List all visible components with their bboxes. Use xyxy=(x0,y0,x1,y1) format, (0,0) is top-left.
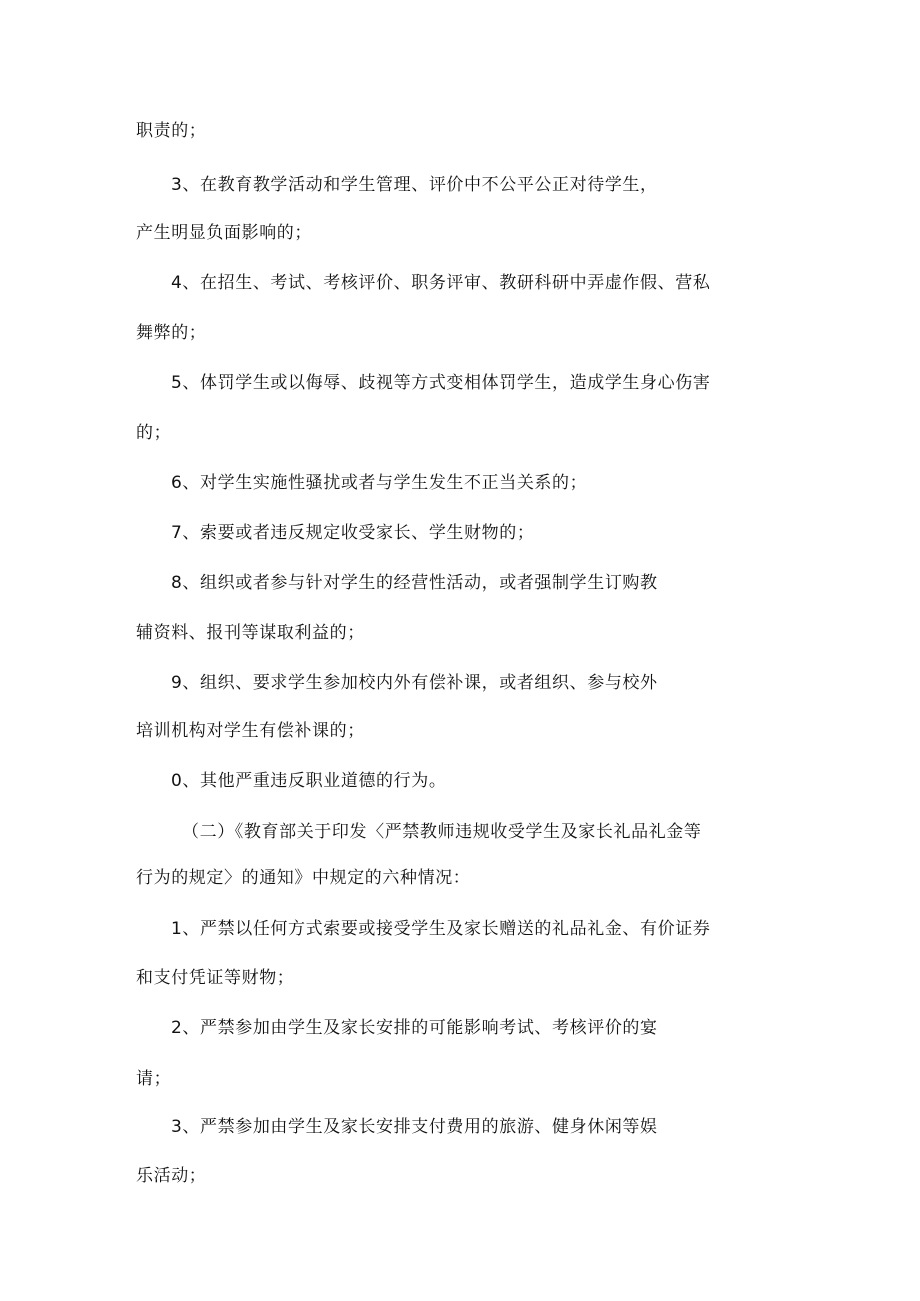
text-line: 7、索要或者违反规定收受家长、学生财物的； xyxy=(171,523,535,543)
text-line: 5、体罚学生或以侮辱、歧视等方式变相体罚学生，造成学生身心伤害 xyxy=(171,373,711,393)
text-line: 2、严禁参加由学生及家长安排的可能影响考试、考核评价的宴 xyxy=(171,1018,658,1038)
text-line: 产生明显负面影响的； xyxy=(136,223,312,243)
text-line: 4、在招生、考试、考核评价、职务评审、教研科研中弄虚作假、营私 xyxy=(171,273,711,293)
text-line: 0、其他严重违反职业道德的行为。 xyxy=(171,771,447,791)
text-line: 培训机构对学生有偿补课的； xyxy=(136,721,365,741)
text-line: 的； xyxy=(136,423,172,443)
text-line: 乐活动； xyxy=(136,1166,207,1186)
text-line: （二）《教育部关于印发〈严禁教师违规收受学生及家长礼品礼金等 xyxy=(182,822,702,842)
text-line: 9、组织、要求学生参加校内外有偿补课，或者组织、参与校外 xyxy=(171,673,658,693)
text-line: 辅资料、报刊等谋取利益的； xyxy=(136,623,365,643)
text-line: 3、在教育教学活动和学生管理、评价中不公平公正对待学生， xyxy=(171,175,658,195)
text-line: 舞弊的； xyxy=(136,323,207,343)
text-line: 和支付凭证等财物； xyxy=(136,968,295,988)
text-line: 3、严禁参加由学生及家长安排支付费用的旅游、健身休闲等娱 xyxy=(171,1117,658,1137)
text-line: 行为的规定〉的通知》中规定的六种情况： xyxy=(136,868,471,888)
text-line: 6、对学生实施性骚扰或者与学生发生不正当关系的； xyxy=(171,473,588,493)
text-line: 1、严禁以任何方式索要或接受学生及家长赠送的礼品礼金、有价证券 xyxy=(171,919,711,939)
text-line: 请； xyxy=(136,1069,172,1089)
text-line: 8、组织或者参与针对学生的经营性活动，或者强制学生订购教 xyxy=(171,573,658,593)
text-line: 职责的； xyxy=(136,121,207,141)
